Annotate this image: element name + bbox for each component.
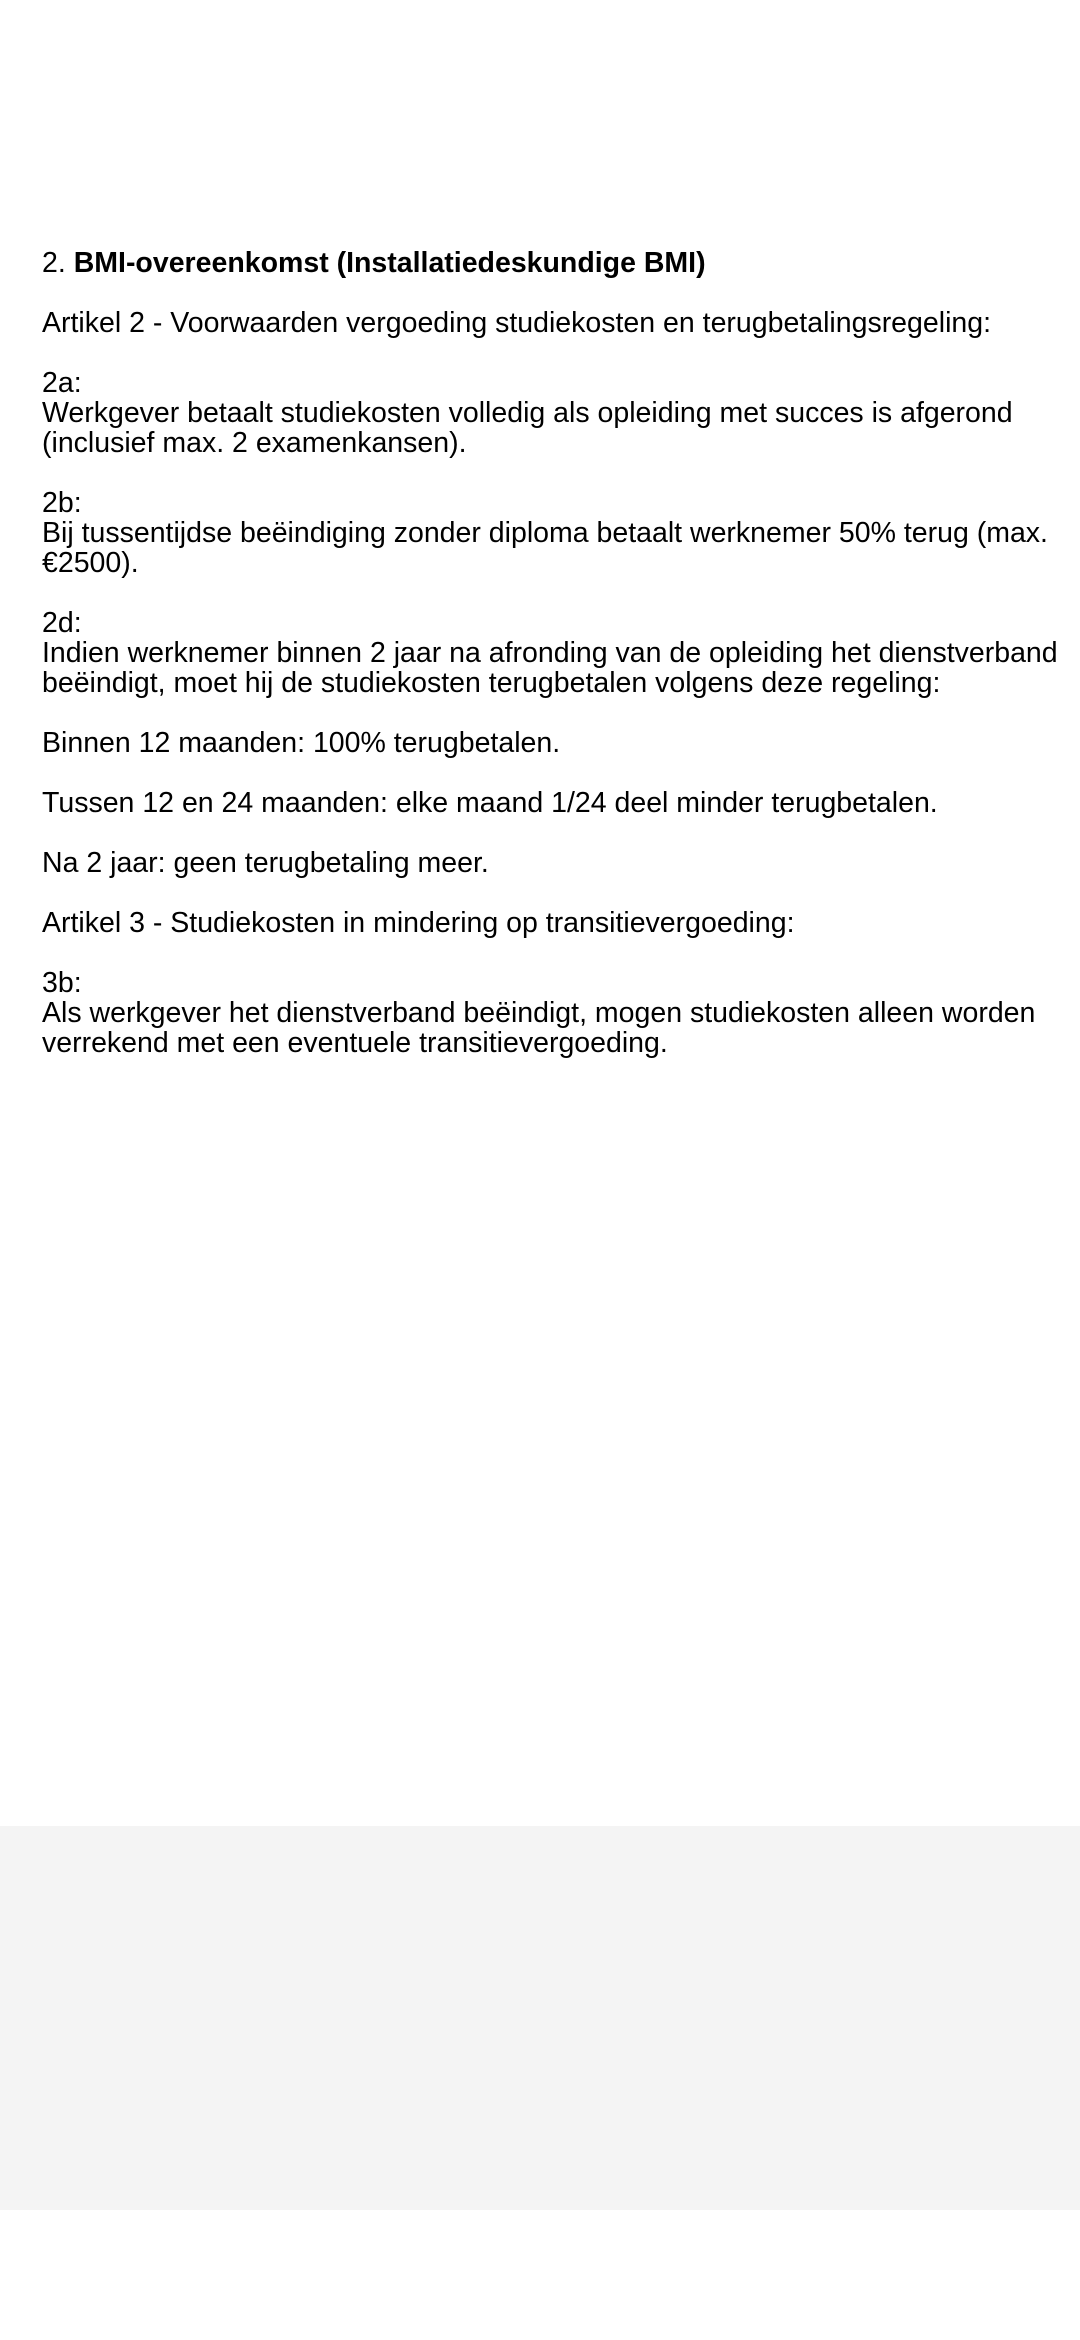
- article-3-title: Artikel 3 - Studiekosten in mindering op transitievergoeding:: [42, 907, 795, 939]
- repayment-rule-2: Tussen 12 en 24 maanden: elke maand 1/24 deel minder terugbetalen.: [42, 787, 938, 819]
- clause-2d-label: 2d:: [42, 607, 82, 639]
- clause-2b-label: 2b:: [42, 487, 82, 519]
- clause-2d: [42, 608, 1078, 698]
- clause-2d-text: Indien werknemer binnen 2 jaar na afronding van de opleiding het dienstverband beëindigt, moet hij de studiekosten terugbetalen volgens deze regeling:: [42, 637, 1058, 699]
- repayment-rule-1: Binnen 12 maanden: 100% terugbetalen.: [42, 727, 561, 759]
- clause-2a-text: Werkgever betaalt studiekosten volledig als opleiding met succes is afgerond (inclusief max. 2 examenkansen).: [42, 397, 1013, 459]
- clause-2b-text: Bij tussentijdse beëindiging zonder diploma betaalt werknemer 50% terug (max. €2500).: [42, 517, 1048, 579]
- clause-3b-label: 3b:: [42, 967, 82, 999]
- section-heading: [42, 248, 1078, 278]
- repayment-rule-3: Na 2 jaar: geen terugbetaling meer.: [42, 847, 489, 879]
- clause-2a-label: 2a:: [42, 367, 82, 399]
- heading-title: BMI-overeenkomst (Installatiedeskundige BMI): [73, 247, 706, 279]
- clause-2a: [42, 368, 1078, 458]
- clause-3b: [42, 968, 1078, 1058]
- clause-3b-text: Als werkgever het dienstverband beëindigt, mogen studiekosten alleen worden verrekend met een eventuele transitievergoeding.: [42, 997, 1036, 1059]
- heading-number: 2.: [42, 247, 66, 279]
- clause-2b: [42, 488, 1078, 578]
- article-2-title: Artikel 2 - Voorwaarden vergoeding studiekosten en terugbetalingsregeling:: [42, 307, 992, 339]
- footer-panel: [0, 1826, 1080, 2210]
- document-body: [42, 248, 1078, 1088]
